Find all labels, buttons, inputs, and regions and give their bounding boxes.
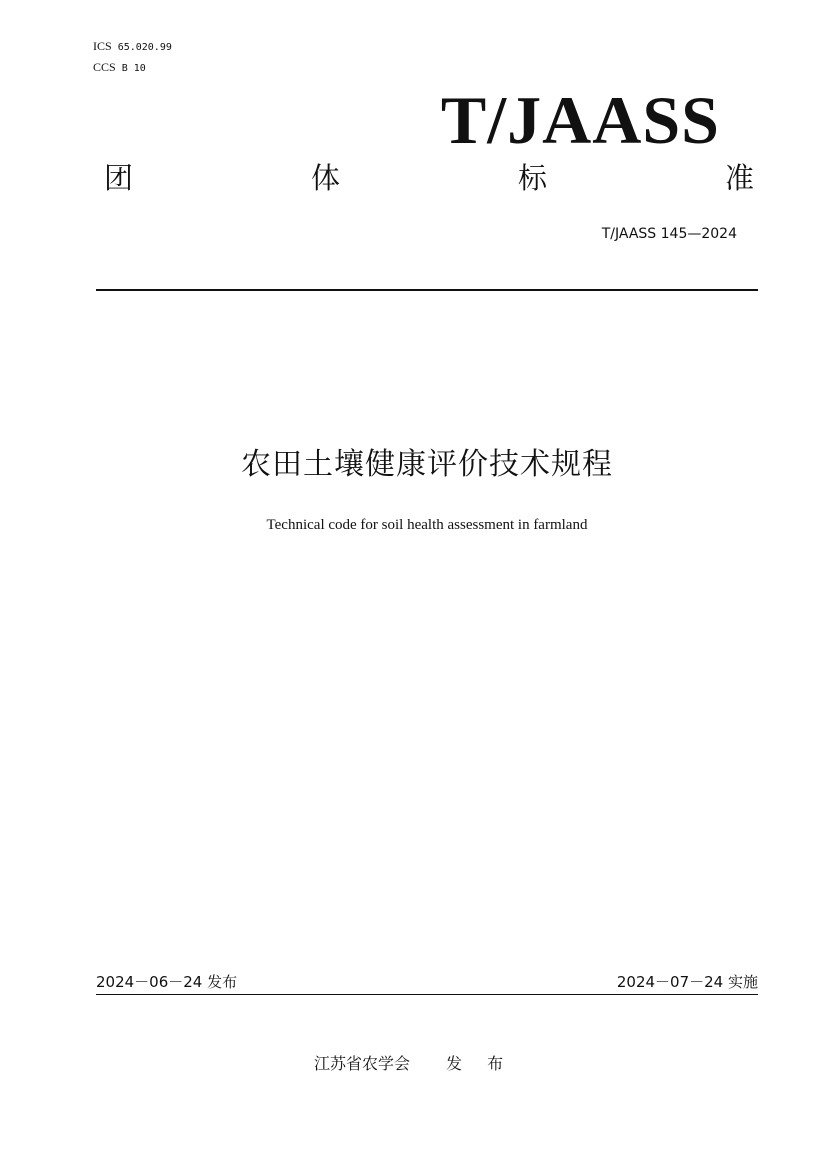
ccs-line [93,61,146,75]
standard-kind-char: 准 [724,161,754,195]
standard-kind-char: 标 [517,161,547,195]
footer-divider [96,994,758,995]
standard-kind-char: 团 [104,161,134,195]
implement-date: 2024－07－24 实施 [616,973,758,991]
ics-line [93,40,172,54]
standard-kind-char: 体 [310,161,340,195]
ics-value: 65.020.99 [117,42,172,53]
header-divider [96,289,758,291]
standard-kind [104,158,754,198]
brand-logo-text: T/JAASS [440,82,720,158]
publish-action: 发 布 [446,1054,514,1073]
standard-code: T/JAASS 145—2024 [601,226,737,242]
document-title-chinese: 农田土壤健康评价技术规程 [241,447,613,482]
ccs-value: B 10 [121,63,146,74]
document-title-english: Technical code for soil health assessment in farmland [266,517,588,533]
publisher-name: 江苏省农学会 [314,1054,411,1073]
ics-label: ICS [93,39,112,53]
publish-date: 2024－06－24 发布 [96,973,238,991]
ccs-label: CCS [93,60,116,74]
publisher-line [314,1053,513,1075]
